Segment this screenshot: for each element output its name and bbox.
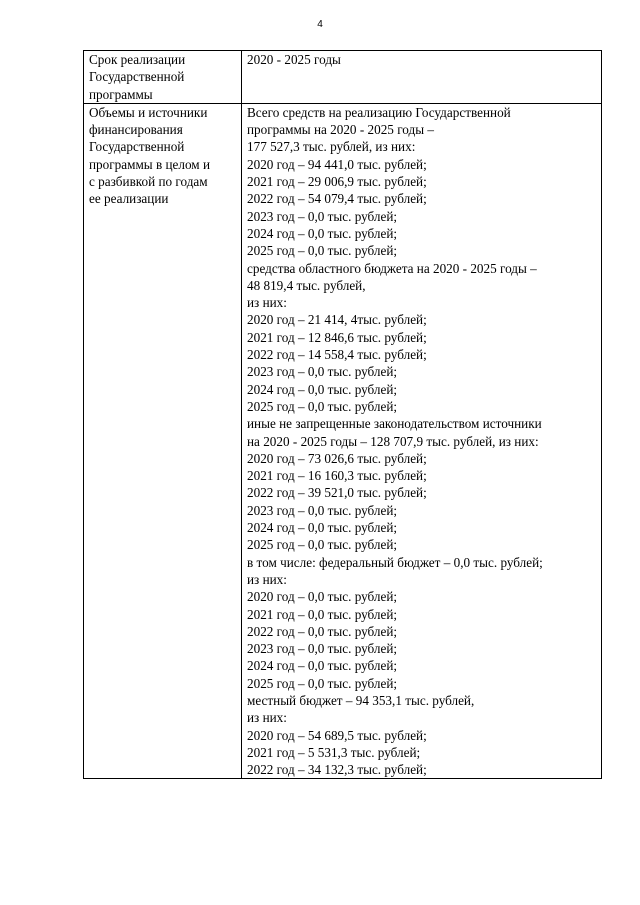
funding-line: 2021 год – 16 160,3 тыс. рублей; (247, 468, 427, 484)
row-label-line: Объемы и источники (89, 104, 208, 120)
funding-line: средства областного бюджета на 2020 - 2025 годы – (247, 260, 537, 276)
funding-line: 2024 год – 0,0 тыс. рублей; (247, 225, 398, 241)
funding-line: 177 527,3 тыс. рублей, из них: (247, 139, 416, 155)
row-label-line: ее реализации (89, 191, 169, 207)
funding-line: местный бюджет – 94 353,1 тыс. рублей, (247, 692, 475, 708)
row-label-line: программы (89, 86, 153, 102)
table-row-funding (84, 103, 602, 779)
funding-line: 2020 год – 54 689,5 тыс. рублей; (247, 727, 427, 743)
funding-line: 2023 год – 0,0 тыс. рублей; (247, 364, 398, 380)
funding-line: 2020 год – 21 414, 4тыс. рублей; (247, 312, 427, 328)
funding-line: 2023 год – 0,0 тыс. рублей; (247, 641, 398, 657)
funding-line: 48 819,4 тыс. рублей, (247, 277, 366, 293)
row-label-line: программы в целом и (89, 156, 211, 172)
funding-line: 2021 год – 12 846,6 тыс. рублей; (247, 329, 427, 345)
funding-line: Всего средств на реализацию Государственной (247, 104, 511, 120)
row-value-line: 2020 - 2025 годы (247, 52, 341, 67)
funding-line: 2024 год – 0,0 тыс. рублей; (247, 658, 398, 674)
row-label-line: Срок реализации (89, 52, 186, 67)
funding-line: 2022 год – 39 521,0 тыс. рублей; (247, 485, 427, 501)
funding-line: 2025 год – 0,0 тыс. рублей; (247, 537, 398, 553)
funding-line: 2022 год – 0,0 тыс. рублей; (247, 623, 398, 639)
funding-line: 2022 год – 34 132,3 тыс. рублей; (247, 762, 427, 778)
funding-line: 2023 год – 0,0 тыс. рублей; (247, 208, 398, 224)
funding-details-cell (242, 103, 602, 779)
funding-line: программы на 2020 - 2025 годы – (247, 122, 434, 138)
funding-line: 2021 год – 0,0 тыс. рублей; (247, 606, 398, 622)
funding-line: 2025 год – 0,0 тыс. рублей; (247, 398, 398, 414)
funding-line: из них: (247, 295, 287, 311)
row-value-cell (242, 51, 602, 104)
row-label-line: с разбивкой по годам (89, 174, 208, 190)
funding-line: 2021 год – 5 531,3 тыс. рублей; (247, 744, 421, 760)
funding-line: на 2020 - 2025 годы – 128 707,9 тыс. рублей, из них: (247, 433, 539, 449)
funding-line: 2020 год – 94 441,0 тыс. рублей; (247, 156, 427, 172)
row-label-line: Государственной (89, 69, 185, 85)
funding-line: из них: (247, 710, 287, 726)
funding-line: 2024 год – 0,0 тыс. рублей; (247, 381, 398, 397)
funding-line: из них: (247, 571, 287, 587)
row-label-cell (84, 103, 242, 779)
funding-line: иные не запрещенные законодательством источники (247, 416, 542, 432)
funding-line: 2023 год – 0,0 тыс. рублей; (247, 502, 398, 518)
funding-line: 2020 год – 0,0 тыс. рублей; (247, 589, 398, 605)
row-label-line: Государственной (89, 139, 185, 155)
row-label-line: финансирования (89, 122, 183, 138)
funding-line: в том числе: федеральный бюджет – 0,0 тыс. рублей; (247, 554, 543, 570)
funding-line: 2025 год – 0,0 тыс. рублей; (247, 675, 398, 691)
funding-line: 2021 год – 29 006,9 тыс. рублей; (247, 174, 427, 190)
page-number: 4 (317, 19, 323, 30)
funding-line: 2024 год – 0,0 тыс. рублей; (247, 520, 398, 536)
funding-line: 2025 год – 0,0 тыс. рублей; (247, 243, 398, 259)
row-label-cell (84, 51, 242, 104)
table-row-implementation-period (84, 51, 602, 104)
funding-line: 2022 год – 14 558,4 тыс. рублей; (247, 347, 427, 363)
program-passport-table (83, 50, 602, 779)
funding-line: 2022 год – 54 079,4 тыс. рублей; (247, 191, 427, 207)
funding-line: 2020 год – 73 026,6 тыс. рублей; (247, 450, 427, 466)
